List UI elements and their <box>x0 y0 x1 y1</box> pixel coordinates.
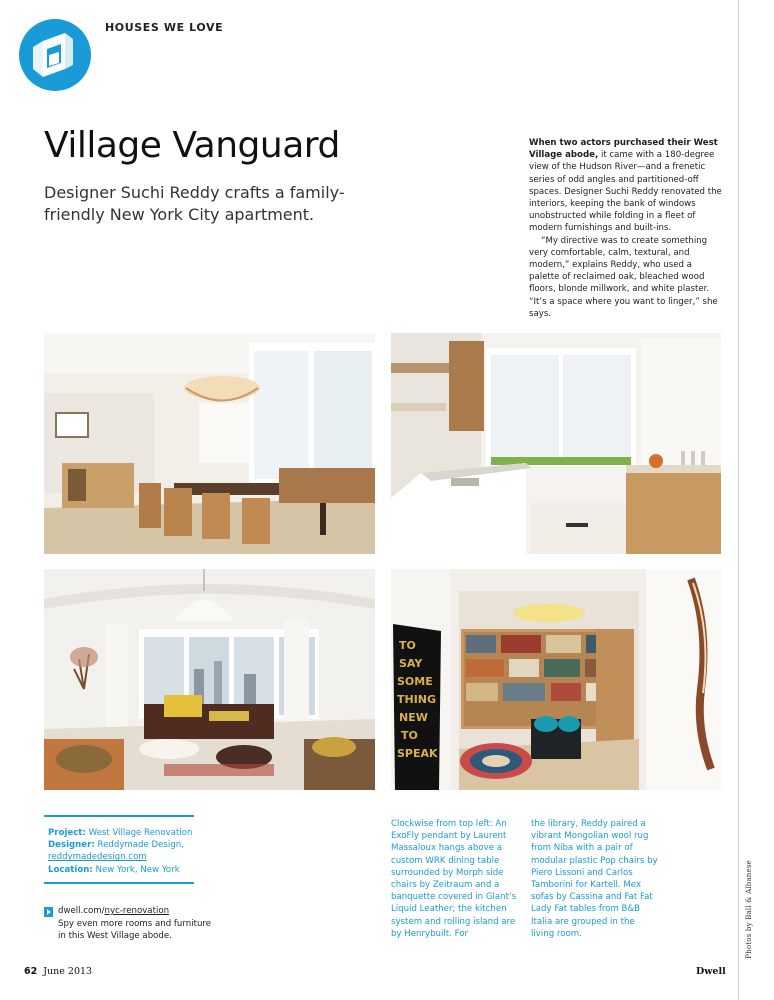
photo-credit: Photos by Ball & Albanese <box>745 860 753 959</box>
folio <box>24 966 92 977</box>
svg-text:TO: TO <box>401 729 418 742</box>
dwell-house-logo-icon <box>19 19 91 91</box>
section-label: HOUSES WE LOVE <box>105 21 224 34</box>
project-label: Project: <box>48 828 86 838</box>
article-deck: Designer Suchi Reddy crafts a family-friendly New York City apartment. <box>44 183 345 224</box>
body-paragraph-2: “My directive was to create something very comfortable, calm, textural, and modern,” explains Reddy, who used a palette of reclaimed oak, bleached wood floors, blonde millwork, and white plaster. “It’s a space where you want to linger,” she says. <box>529 235 718 319</box>
right-margin-rule <box>738 0 739 1000</box>
web-link[interactable] <box>58 906 169 916</box>
location-value: New York, New York <box>95 864 180 875</box>
photo-kitchen <box>391 333 721 554</box>
page-number: 62 <box>24 966 38 977</box>
designer-value: Reddymade Design, <box>97 840 184 851</box>
photo-caption-column-1: Clockwise from top left: An ExoFly pendant by Laurent Massaloux hangs above a custom WRK dining table surrounded by Morph side chairs by Zeitraum and a banquette covered in Glant’s Liquid Leather; the kitchen system and rolling island are by Henrybuilt. For <box>391 819 517 939</box>
svg-text:NEW: NEW <box>399 711 428 724</box>
svg-text:SAY: SAY <box>399 657 423 670</box>
svg-text:SOME: SOME <box>397 675 433 688</box>
svg-text:THING: THING <box>397 693 437 706</box>
magazine-name: Dwell <box>696 966 726 977</box>
designer-url-link[interactable]: reddymadedesign.com <box>48 852 147 863</box>
photo-living-room <box>44 569 375 790</box>
project-box-bottom-rule <box>44 882 194 884</box>
body-lead: When two actors purchased their West Village abode, <box>529 138 718 161</box>
play-icon <box>44 907 53 917</box>
photo-dining-room <box>44 333 375 554</box>
web-link-path[interactable]: nyc-renovation <box>104 906 170 916</box>
photo-caption-column-2: the library, Reddy paired a vibrant Mongolian wool rug from Niba with a pair of modular plastic Pop chairs by Piero Lissoni and Carlos Tamborini for Kartell. Mex sofas by Cassina and Fat Fat Lady Fat tables from B&B Italia are grouped in the living room. <box>531 819 658 939</box>
svg-text:TO: TO <box>399 639 416 652</box>
location-label: Location: <box>48 864 93 875</box>
web-link-description: Spy even more rooms and furniture in this West Village abode. <box>58 919 212 941</box>
designer-label: Designer: <box>48 840 95 851</box>
svg-text:SPEAK: SPEAK <box>397 747 438 760</box>
body-paragraph-1: it came with a 180-degree view of the Hudson River—and a frenetic series of odd angles and partitioned-off spaces. Designer Suchi Reddy renovated the interiors, keeping the bank of windows unobstructed while folding in a fleet of modern furnishings and built-ins. <box>529 150 722 234</box>
issue-date: June 2013 <box>43 966 93 977</box>
article-body <box>529 137 725 320</box>
photo-library <box>391 569 721 790</box>
web-link-domain[interactable]: dwell.com/ <box>58 906 105 916</box>
project-info <box>48 827 208 876</box>
article-title: Village Vanguard <box>44 125 340 166</box>
project-value: West Village Renovation <box>88 828 193 838</box>
project-box-top-rule <box>44 815 194 817</box>
